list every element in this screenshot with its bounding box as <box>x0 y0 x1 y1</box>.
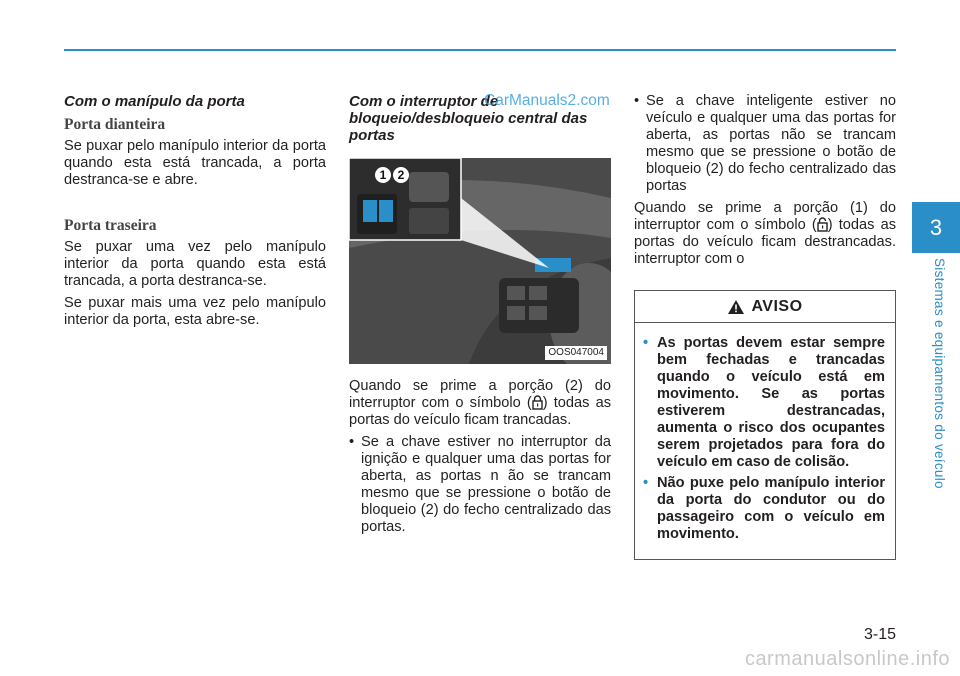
warning-header <box>635 291 895 323</box>
section-heading-central-lock: Com o interruptor de bloqueio/desbloqueio central das portas <box>349 93 588 144</box>
warning-box <box>634 290 896 560</box>
paragraph-unlock-all-text-b: ) todas as portas do veículo ficam destrancadas. interruptor com o <box>634 217 896 267</box>
photo-code: OOS047004 <box>545 346 607 360</box>
warning-title: AVISO <box>751 298 803 315</box>
paragraph-front-door: Se puxar pelo manípulo interior da porta quando esta está trancada, a porta destranca-se e abre. <box>64 138 326 188</box>
top-rule <box>64 49 896 51</box>
callout-2: 2 <box>397 168 405 182</box>
paragraph-unlock-all-text-a: Quando se prime a porção (1) do interruptor com o símbolo ( <box>634 200 896 233</box>
section-heading-door-handle: Com o manípulo da porta <box>64 93 245 110</box>
watermark-bottom: carmanualsonline.info <box>744 648 950 670</box>
warning-list <box>635 323 895 559</box>
warning-item-handle-moving: • Não puxe pelo manípulo interior da porta do condutor ou do passageiro com o veículo em movimento. <box>643 475 885 543</box>
bullet-smart-key: • Se a chave inteligente estiver no veículo e qualquer uma das portas for aberta, as portas não se trancam mesmo que se pressione o botão de bloqueio (2) do fecho centralizado das portas <box>634 93 896 195</box>
lock-icon <box>532 395 543 410</box>
bullet-list-right <box>634 93 896 195</box>
watermark-top: CarManuals2.com <box>484 92 610 109</box>
column-right <box>634 93 896 560</box>
chapter-tab: 3 <box>912 202 960 253</box>
column-left <box>64 93 326 334</box>
unlock-icon <box>817 217 828 232</box>
bullet-list-middle <box>349 434 611 536</box>
paragraph-rear-door-1: Se puxar uma vez pelo manípulo interior da porta quando esta está trancada, a porta destranca-se. <box>64 239 326 289</box>
chapter-side-title: Sistemas e equipamentos do veículo <box>932 258 947 489</box>
door-switch-photo <box>349 158 611 364</box>
paragraph-lock-all-text-b: ) todas as portas do veículo ficam trancadas. <box>349 395 611 428</box>
column-middle <box>349 93 611 541</box>
bullet-key-in-ignition: • Se a chave estiver no interruptor da ignição e qualquer uma das portas for aberta, as portas n ão se trancam mesmo que se pressione o botão de bloqueio (2) do fecho centralizado das portas. <box>349 434 611 536</box>
paragraph-lock-all-text-a: Quando se prime a porção (2) do interruptor com o símbolo ( <box>349 378 611 411</box>
paragraph-rear-door-2: Se puxar mais uma vez pelo manípulo interior da porta, esta abre-se. <box>64 295 326 328</box>
warning-triangle-icon <box>727 299 745 315</box>
subheading-front-door: Porta dianteira <box>64 116 166 133</box>
door-switch-illustration <box>349 158 611 364</box>
paragraph-lock-all <box>349 378 611 429</box>
paragraph-unlock-all <box>634 200 896 268</box>
callout-1: 1 <box>379 168 387 182</box>
subheading-rear-door: Porta traseira <box>64 217 157 234</box>
page-number: 3-15 <box>863 626 896 643</box>
warning-item-doors-closed: • As portas devem estar sempre bem fechadas e trancadas quando o veículo está em movimento. Se as portas estiverem destrancadas, aumenta o risco dos ocupantes serem projetados para fora do veículo em caso de colisão. <box>643 335 885 471</box>
